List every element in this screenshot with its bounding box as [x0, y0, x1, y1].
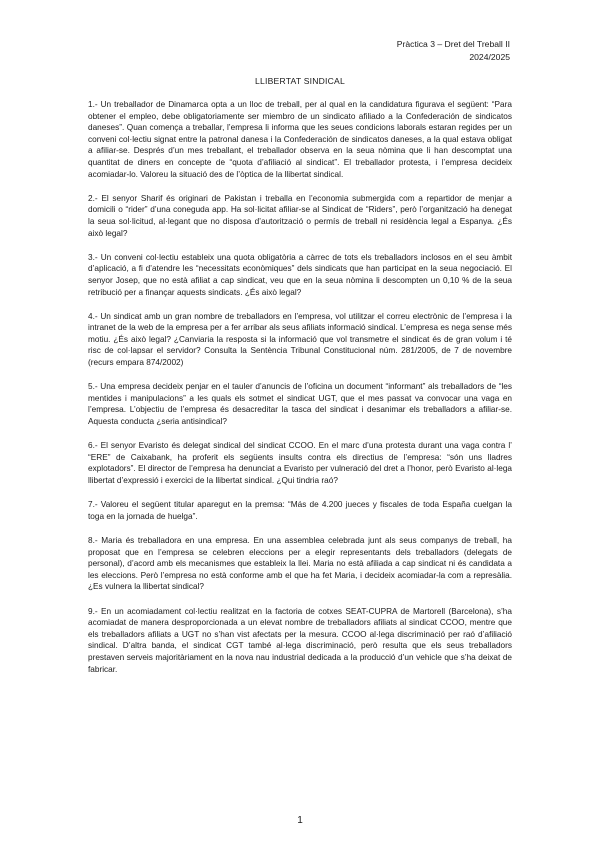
- question-1: 1.- Un treballador de Dinamarca opta a un lloc de treball, per al qual en la candidatura figurava el següent: “Para obtener el empleo, debe obligatoriamente ser miembro de un sindicato afiliado a la Confederación de sindicatos daneses”. Quan comença a treballar, l’empresa li informa que les seues condicions laborals estaran regides per un conveni col·lectiu signat entre la patronal danesa i la Confederación de sindicatos daneses, a la qual estava obligat a afiliar-se. Després d’un mes treballant, el treballador observa en la seua nòmina que li han descomptat una quantitat de diners en concepte de “quota d’afiliació al sindicat”. El treballador protesta, i l’empresa decideix acomiadar-lo. Valoreu la situació des de l’òptica de la llibertat sindical.: [88, 100, 512, 179]
- question-4: 4.- Un sindicat amb un gran nombre de treballadors en l’empresa, vol utilitzar el correu electrònic de l’empresa i la intranet de la web de la empresa per a fer arribar als seus afiliats informació sindical. L’empresa es nega sense més motiu. ¿És això legal? ¿Canviaria la resposta si la informació que vol transmetre el sindicat és de gran volum i té risc de col·lapsar el servidor? Consulta la Sentència Tribunal Constitucional núm. 281/2005, de 7 de novembre (recurs empara 874/2002): [88, 311, 512, 368]
- academic-year: 2024/2025: [469, 52, 510, 62]
- question-6: 6.- El senyor Evaristo és delegat sindical del sindicat CCOO. En el marc d’una protesta durant una vaga contra l’ “ERE” de Caixabank, ha proferit els següents insults contra els directius de l’empresa: “són uns lladres explotadors”. El director de l’empresa ha denunciat a Evaristo per vulneració del dret a l’honor, però Evaristo al·lega llibertat d’expressió i exercici de la llibertat sindical. ¿Qui tindria raó?: [88, 441, 512, 485]
- question-8: 8.- Maria és treballadora en una empresa. En una assemblea celebrada junt als seus companys de treball, ha proposat que en l’empresa se celebren eleccions per a elegir representants dels treballadors (delegats de personal), d’acord amb els mecanismes que estableix la llei. Maria no està afiliada a cap sindicat ni és candidata a les eleccions. Però l’empresa no està conforme amb el que ha fet Maria, i decideix acomiadar-la com a represàlia. ¿Es vulnera la llibertat sindical?: [88, 535, 512, 592]
- document-title: LLIBERTAT SINDICAL: [255, 76, 345, 86]
- question-5: 5.- Una empresa decideix penjar en el tauler d’anuncis de l’oficina un document “informant” als treballadors de “les mentides i manipulacions” a les quals els sotmet el sindicat UGT, que el mes passat va convocar una vaga en l’empresa. L’objectiu de l’empresa és desacreditar la tasca del sindicat i desanimar els treballadors a afiliar-se. Aquesta conducta ¿seria antisindical?: [88, 382, 512, 427]
- page-header: [397, 38, 510, 64]
- questions-list: [88, 99, 512, 688]
- course-label: Pràctica 3 – Dret del Treball II: [396, 39, 510, 49]
- page-number: 1: [297, 815, 303, 826]
- question-3: 3.- Un conveni col·lectiu estableix una quota obligatòria a càrrec de tots els treballadors inclosos en el seu àmbit d’aplicació, a fi d’atendre les “necessitats econòmiques” dels sindicats que han participat en la seua negociació. El senyor Josep, que no està afiliat a cap sindicat, veu que en la seua nòmina li descompten un 0,10 % de la seua retribució per a finançar aquests sindicats. ¿És això legal?: [88, 252, 512, 297]
- question-9: 9.- En un acomiadament col·lectiu realitzat en la factoria de cotxes SEAT-CUPRA de Martorell (Barcelona), s’ha acomiadat de manera desproporcionada a un elevat nombre de treballadors afiliats al sindicat CCOO, mentre que els treballadors afiliats a UGT no s’han vist afectats per la mesura. CCOO al·lega discriminació per raó d’afiliació sindical. D’altra banda, el sindicat CGT també al·lega discriminació, però resulta que els seus treballadors prestaven serveis majoritàriament en la nova nau industrial dedicada a la producció d’un vehicle que s’ha deixat de fabricar.: [88, 606, 512, 674]
- question-7: 7.- Valoreu el següent titular aparegut en la premsa: “Más de 4.200 jueces y fiscales de toda España cuelgan la toga en la jornada de huelga”.: [88, 500, 512, 521]
- question-2: 2.- El senyor Sharif és originari de Pakistan i treballa en l’economia submergida com a repartidor de menjar a domicili o “rider” d’una coneguda app. Ha sol·licitat afiliar-se al Sindicat de “Riders”, però l’organització ha denegat la seua sol·licitud, al·legant que no disposa d’autorització o permís de treball ni residència legal a Espanya. ¿És això legal?: [88, 193, 512, 238]
